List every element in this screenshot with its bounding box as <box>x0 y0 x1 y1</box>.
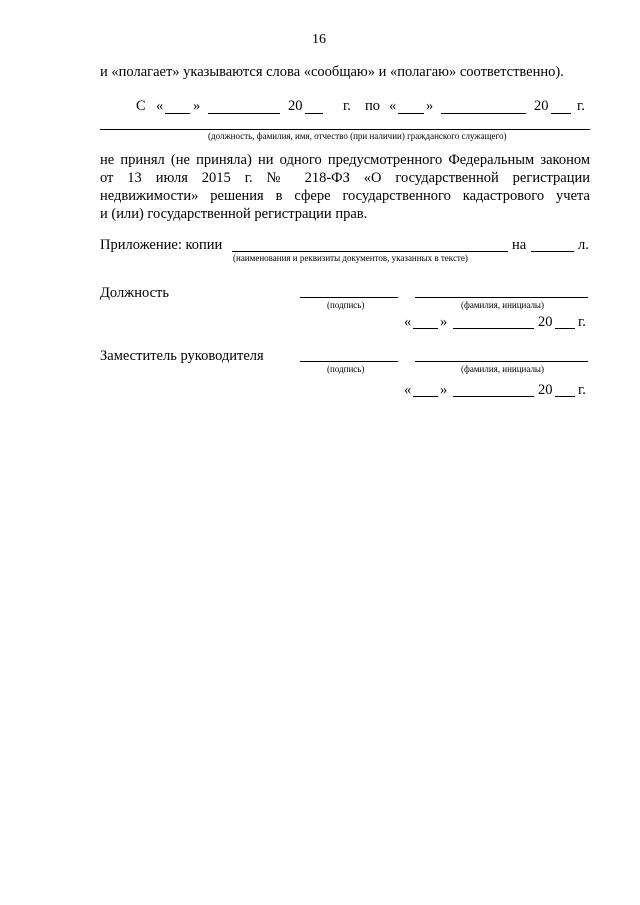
period-to-day-blank <box>398 113 424 114</box>
period-from-open-quote: « <box>156 98 164 114</box>
attachment-label: Приложение: копии <box>100 237 223 253</box>
deputy-label: Заместитель руководителя <box>100 348 264 364</box>
position-date-year-blank <box>555 328 575 329</box>
period-from-year-suffix: г. <box>343 98 351 114</box>
period-from-prefix: С <box>136 98 146 114</box>
period-to-year-prefix: 20 <box>534 98 549 114</box>
position-signature-caption: (подпись) <box>327 300 365 310</box>
position-signature-blank <box>300 297 398 298</box>
body-line-3: недвижимости» решения в сфере государственного кадастрового учета <box>100 188 590 204</box>
deputy-name-caption: (фамилия, инициалы) <box>461 364 544 374</box>
deputy-name-blank <box>415 361 588 362</box>
deputy-signature-blank <box>300 361 398 362</box>
position-date-year-prefix: 20 <box>538 314 553 330</box>
period-from-month-blank <box>208 113 280 114</box>
body-line-2: от 13 июля 2015 г. № 218-ФЗ «О государственной регистрации <box>100 170 590 186</box>
official-caption: (должность, фамилия, имя, отчество (при наличии) гражданского служащего) <box>208 131 507 141</box>
official-blank-line <box>100 129 590 130</box>
deputy-date-year-suffix: г. <box>578 382 586 398</box>
position-date-open-quote: « <box>404 314 412 330</box>
position-date-year-suffix: г. <box>578 314 586 330</box>
period-to-year-blank <box>551 113 571 114</box>
attachment-docs-blank <box>232 251 508 252</box>
position-label: Должность <box>100 285 169 301</box>
period-from-year-blank <box>305 113 323 114</box>
position-name-caption: (фамилия, инициалы) <box>461 300 544 310</box>
position-date-month-blank <box>453 328 534 329</box>
period-to-close-quote: » <box>426 98 434 114</box>
deputy-date-open-quote: « <box>404 382 412 398</box>
period-to-year-suffix: г. <box>577 98 585 114</box>
deputy-date-year-blank <box>555 396 575 397</box>
intro-line: и «полагает» указываются слова «сообщаю» и «полагаю» соответственно). <box>100 64 564 80</box>
deputy-date-year-prefix: 20 <box>538 382 553 398</box>
position-name-blank <box>415 297 588 298</box>
page-number: 16 <box>312 32 326 47</box>
period-to-open-quote: « <box>389 98 397 114</box>
deputy-date-day-blank <box>413 396 438 397</box>
attachment-caption: (наименования и реквизиты документов, указанных в тексте) <box>233 253 468 263</box>
deputy-date-month-blank <box>453 396 534 397</box>
position-date-day-blank <box>413 328 438 329</box>
deputy-date-close-quote: » <box>440 382 448 398</box>
period-from-year-prefix: 20 <box>288 98 303 114</box>
attachment-sheets-blank <box>531 251 574 252</box>
attachment-sheets-suffix: л. <box>578 237 589 253</box>
period-from-close-quote: » <box>193 98 201 114</box>
period-from-day-blank <box>165 113 190 114</box>
attachment-on-word: на <box>512 237 527 253</box>
body-line-4: и (или) государственной регистрации прав. <box>100 206 368 222</box>
deputy-signature-caption: (подпись) <box>327 364 365 374</box>
period-to-month-blank <box>441 113 526 114</box>
body-line-1: не принял (не приняла) ни одного предусмотренного Федеральным законом <box>100 152 590 168</box>
period-to-word: по <box>365 98 381 114</box>
position-date-close-quote: » <box>440 314 448 330</box>
